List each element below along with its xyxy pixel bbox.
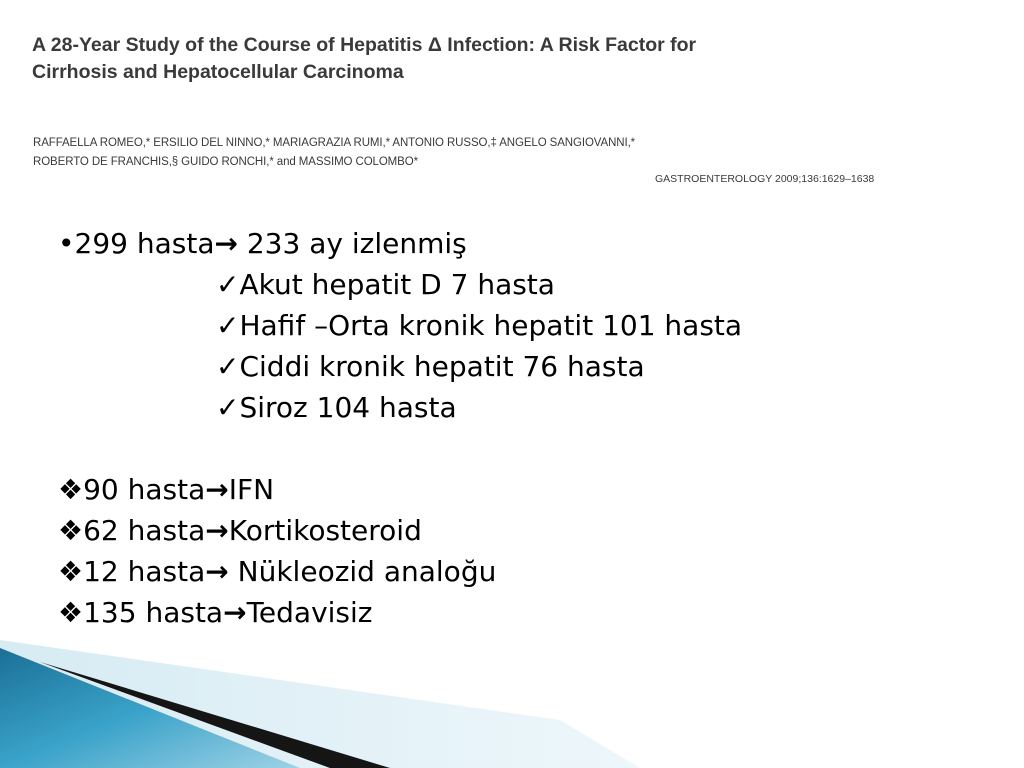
diamond-bullet-icon: ❖ [58, 596, 84, 629]
paper-authors [33, 134, 635, 172]
group-item [58, 264, 742, 305]
group-item [58, 387, 742, 428]
arrow-right-icon: → [223, 596, 247, 629]
treatment-therapy: Nükleozid analoğu [228, 555, 497, 588]
treatment-count: 135 hasta [83, 596, 224, 629]
group-label: Akut hepatit D 7 hasta [239, 268, 555, 301]
treatment-item [58, 510, 742, 551]
treatment-therapy: Tedavisiz [246, 596, 373, 629]
journal-citation: GASTROENTEROLOGY 2009;136:1629–1638 [655, 173, 875, 185]
arrow-right-icon: → [205, 514, 229, 547]
treatment-item [58, 469, 742, 510]
authors-line-2: ROBERTO DE FRANCHIS,§ GUIDO RONCHI,* and MASSIMO COLOMBO* [33, 156, 418, 168]
arrow-right-icon: → [205, 473, 229, 506]
treatment-count: 62 hasta [83, 514, 206, 547]
check-icon: ✓ [216, 391, 240, 424]
main-bullet [58, 223, 742, 264]
study-summary-list [58, 223, 742, 633]
group-item [58, 346, 742, 387]
treatment-item [58, 551, 742, 592]
paper-title-line-1: A 28-Year Study of the Course of Hepatitis Δ Infection: A Risk Factor for [32, 34, 697, 56]
treatment-item [58, 592, 742, 633]
paper-title [32, 32, 892, 86]
group-label: Ciddi kronik hepatit 76 hasta [239, 350, 645, 383]
treatment-therapy: IFN [228, 473, 275, 506]
authors-line-1: RAFFAELLA ROMEO,* ERSILIO DEL NINNO,* MARIAGRAZIA RUMI,* ANTONIO RUSSO,‡ ANGELO SANGIOVANNI,* [33, 137, 636, 149]
diamond-bullet-icon: ❖ [58, 514, 84, 547]
group-item [58, 305, 742, 346]
arrow-right-icon: → [205, 555, 229, 588]
check-icon: ✓ [216, 350, 240, 383]
check-icon: ✓ [216, 268, 240, 301]
main-follow-up: 233 ay izlenmiş [237, 227, 467, 260]
main-count: 299 hasta [74, 227, 215, 260]
group-label: Hafif –Orta kronik hepatit 101 hasta [239, 309, 743, 342]
paper-title-line-2: Cirrhosis and Hepatocellular Carcinoma [32, 61, 404, 83]
treatment-count: 12 hasta [83, 555, 206, 588]
treatment-therapy: Kortikosteroid [228, 514, 422, 547]
treatment-count: 90 hasta [83, 473, 206, 506]
group-label: Siroz 104 hasta [239, 391, 457, 424]
bullet-dot-icon: • [58, 227, 75, 260]
list-spacer [58, 428, 742, 469]
check-icon: ✓ [216, 309, 240, 342]
diamond-bullet-icon: ❖ [58, 473, 84, 506]
arrow-right-icon: → [214, 227, 238, 260]
diamond-bullet-icon: ❖ [58, 555, 84, 588]
